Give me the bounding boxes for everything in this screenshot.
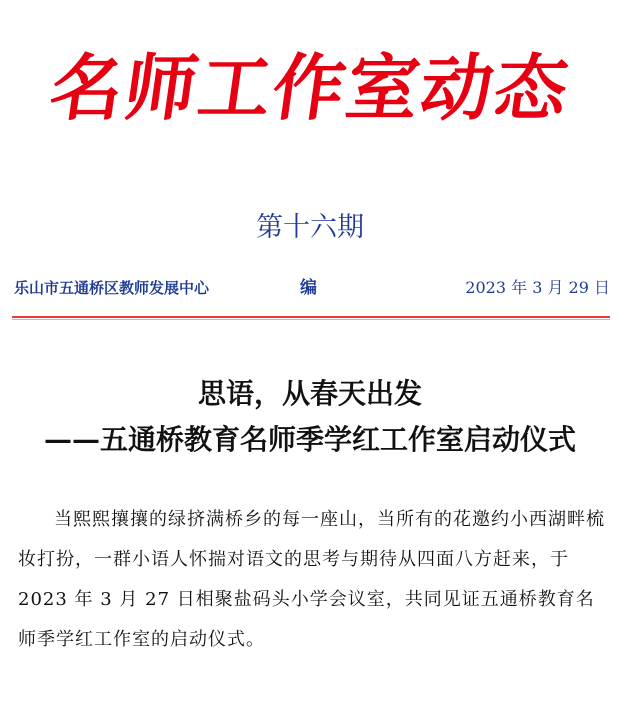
article-paragraph: 当熙熙攘攘的绿挤满桥乡的每一座山，当所有的花邀约小西湖畔梳妆打扮，一群小语人怀揣对语文的思考与期待从四面八方赶来，于 2023 年 3 月 27 日相聚盐码头小学会议室，共同见证五通桥教育名师季学红工作室的启动仪式。 [18, 509, 605, 650]
article-title: 思语，从春天出发 [197, 377, 422, 410]
masthead-title: 名师工作室动态 [45, 46, 575, 130]
publisher: 乐山市五通桥区教师发展中心 [14, 279, 210, 297]
issue-number: 第十六期 [256, 212, 364, 243]
header-divider [12, 316, 610, 318]
publish-date: 2023 年 3 月 29 日 [465, 278, 610, 297]
editor-label: 编 [300, 278, 317, 298]
article-subtitle: ——五通桥教育名师季学红工作室启动仪式 [43, 423, 576, 456]
header-divider-shadow [12, 319, 610, 320]
